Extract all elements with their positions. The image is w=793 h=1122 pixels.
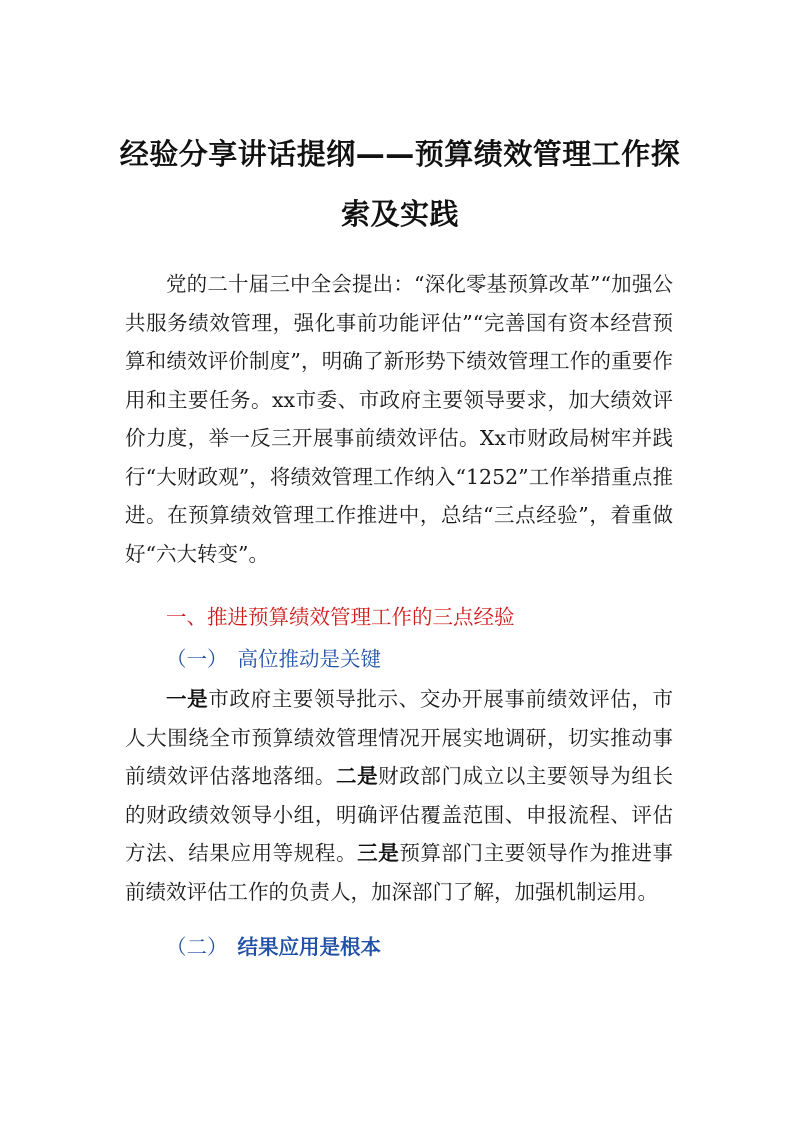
- subsection-1-body: [125, 680, 673, 911]
- point-1-lead: 一是: [166, 687, 209, 711]
- point-3-lead: 三是: [357, 841, 400, 865]
- intro-paragraph: 党的二十届三中全会提出：“深化零基预算改革”“加强公共服务绩效管理，强化事前功能评估”“完善国有资本经营预算和绩效评价制度”，明确了新形势下绩效管理工作的重要作用和主要任务。xx市委、市政府主要领导要求，加大绩效评价力度，举一反三开展事前绩效评估。Xx市财政局树牢并践行“大财政观”，将绩效管理工作纳入“1252”工作举措重点推进。在预算绩效管理工作推进中，总结“三点经验”，着重做好“六大转变”。: [125, 272, 673, 566]
- document-title-line-1: 经验分享讲话提纲——预算绩效管理工作探: [119, 137, 681, 171]
- subsection-2-title: 结果应用是根本: [237, 935, 381, 959]
- subsection-1-number: （一）: [166, 647, 228, 671]
- subsection-1-heading: [166, 642, 381, 672]
- point-2-text: 财政部门成立以主要领导为组长的财政绩效领导小组，明确评估覆盖范围、申报流程、评估方法、结果应用等规程。: [125, 764, 674, 865]
- point-1-text: 市政府主要领导批示、交办开展事前绩效评估，市人大围绕全市预算绩效管理情况开展实地调研，切实推动事前绩效评估落地落细。: [125, 687, 674, 788]
- subsection-2-number: （二）: [166, 935, 228, 959]
- subsection-1-title: 高位推动是关键: [237, 647, 381, 671]
- document-title-line-2: 索及实践: [340, 197, 459, 231]
- point-2-lead: 二是: [336, 764, 379, 788]
- subsection-2-heading: [166, 930, 381, 960]
- section-1-heading: 一、推进预算绩效管理工作的三点经验: [166, 605, 515, 629]
- point-3-text: 预算部门主要领导作为推进事前绩效评估工作的负责人，加深部门了解，加强机制运用。: [125, 841, 674, 904]
